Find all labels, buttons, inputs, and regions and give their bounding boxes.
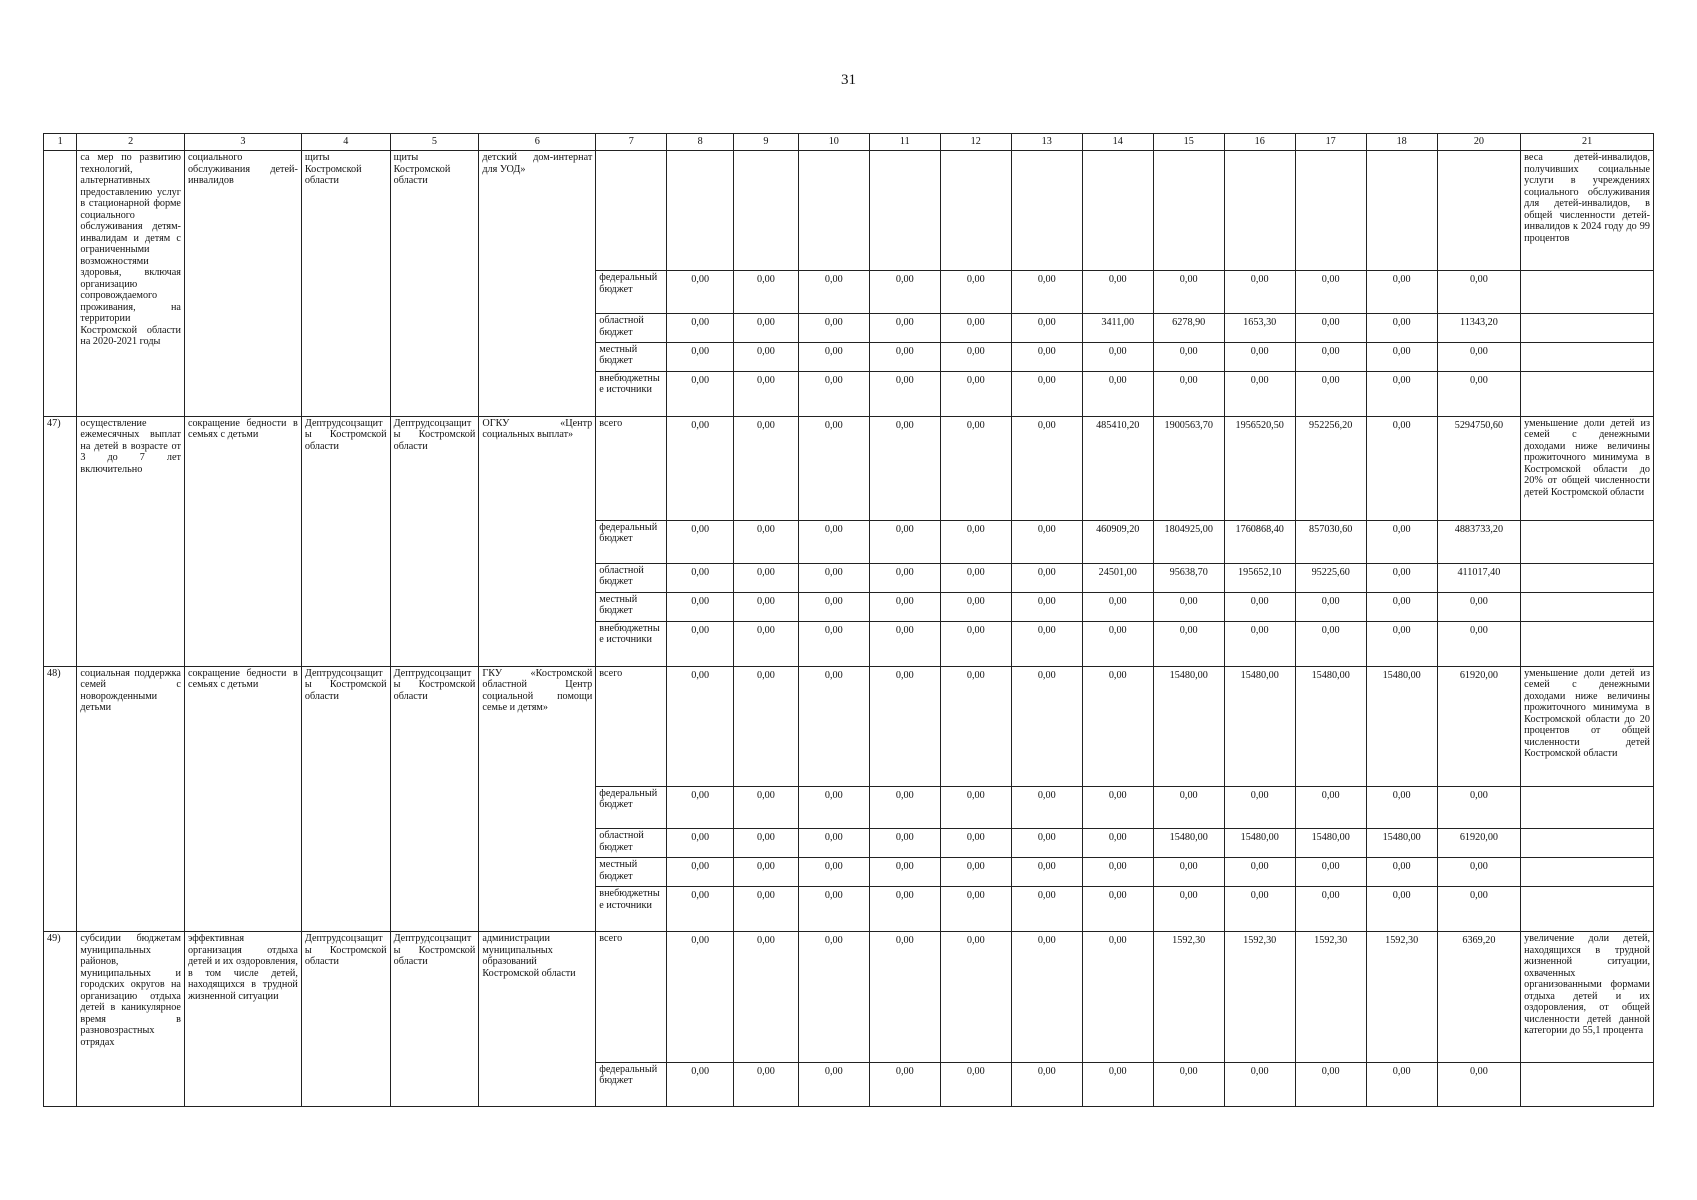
amount-cell: 0,00: [940, 563, 1011, 592]
amount-cell: 0,00: [667, 342, 734, 371]
amount-cell: 0,00: [1153, 271, 1224, 314]
amount-cell: 0,00: [1295, 1062, 1366, 1106]
activity-name: осуществление ежемесячных выплат на детей в возрасте от 3 до 7 лет включительно: [77, 416, 185, 666]
amount-cell: 0,00: [869, 666, 940, 786]
activity-goal: сокращение бедности в семьях с детьми: [184, 416, 301, 666]
amount-cell: 0,00: [1366, 416, 1437, 520]
column-number-cell: 7: [596, 134, 667, 151]
funding-source: всего: [596, 666, 667, 786]
amount-cell: 0,00: [667, 666, 734, 786]
amount-cell: 1592,30: [1366, 932, 1437, 1063]
column-number-cell: 6: [479, 134, 596, 151]
amount-cell: 0,00: [734, 371, 799, 416]
participant: администрации муниципальных образований Костромской области: [479, 932, 596, 1107]
amount-cell: 0,00: [869, 592, 940, 621]
amount-cell: 3411,00: [1082, 314, 1153, 343]
amount-cell: 0,00: [798, 371, 869, 416]
amount-cell: 0,00: [734, 342, 799, 371]
amount-cell: 0,00: [734, 786, 799, 829]
amount-cell: 0,00: [869, 416, 940, 520]
empty-indicator-cell: [1521, 342, 1654, 371]
funding-source: всего: [596, 932, 667, 1063]
amount-cell: 0,00: [1295, 271, 1366, 314]
coordinator: Дептрудсоцзащиты Костромской области: [301, 666, 390, 932]
amount-cell: [1011, 151, 1082, 271]
amount-cell: 0,00: [1011, 416, 1082, 520]
funding-source: федеральный бюджет: [596, 271, 667, 314]
amount-cell: [734, 151, 799, 271]
amount-cell: 0,00: [940, 829, 1011, 858]
amount-cell: 0,00: [940, 1062, 1011, 1106]
column-number-cell: 13: [1011, 134, 1082, 151]
funding-source: всего: [596, 416, 667, 520]
activity-name: субсидии бюджетам муниципальных районов, муниципальных и городских округов на организацию отдыха детей в каникулярное время в разновозрастных отрядах: [77, 932, 185, 1107]
amount-cell: 0,00: [940, 786, 1011, 829]
amount-cell: 0,00: [1437, 342, 1521, 371]
amount-cell: [1153, 151, 1224, 271]
amount-cell: 0,00: [1295, 371, 1366, 416]
amount-cell: [1224, 151, 1295, 271]
amount-cell: 0,00: [1366, 1062, 1437, 1106]
coordinator: щиты Костромской области: [301, 151, 390, 417]
amount-cell: 0,00: [1011, 1062, 1082, 1106]
column-number-cell: 9: [734, 134, 799, 151]
funding-source: областной бюджет: [596, 563, 667, 592]
coordinator: Дептрудсоцзащиты Костромской области: [301, 416, 390, 666]
column-number-cell: 1: [44, 134, 77, 151]
amount-cell: 0,00: [940, 932, 1011, 1063]
funding-source: федеральный бюджет: [596, 1062, 667, 1106]
amount-cell: 0,00: [1224, 887, 1295, 932]
amount-cell: 5294750,60: [1437, 416, 1521, 520]
empty-indicator-cell: [1521, 887, 1654, 932]
amount-cell: 0,00: [1295, 342, 1366, 371]
amount-cell: 11343,20: [1437, 314, 1521, 343]
amount-cell: 0,00: [940, 371, 1011, 416]
amount-cell: 61920,00: [1437, 666, 1521, 786]
amount-cell: 0,00: [1153, 621, 1224, 666]
amount-cell: 0,00: [798, 887, 869, 932]
amount-cell: 1804925,00: [1153, 520, 1224, 563]
finance-row: [44, 151, 1654, 271]
amount-cell: 0,00: [1153, 887, 1224, 932]
amount-cell: 0,00: [667, 829, 734, 858]
amount-cell: 0,00: [734, 271, 799, 314]
amount-cell: 0,00: [1224, 858, 1295, 887]
item-number: [44, 151, 77, 417]
amount-cell: 0,00: [734, 314, 799, 343]
amount-cell: 0,00: [869, 563, 940, 592]
amount-cell: 0,00: [1437, 786, 1521, 829]
amount-cell: [667, 151, 734, 271]
amount-cell: 0,00: [734, 621, 799, 666]
amount-cell: [1366, 151, 1437, 271]
amount-cell: 6369,20: [1437, 932, 1521, 1063]
activity-goal: эффективная организация отдыха детей и их оздоровления, в том числе детей, находящихся в трудной жизненной ситуации: [184, 932, 301, 1107]
column-number-cell: 17: [1295, 134, 1366, 151]
amount-cell: 0,00: [798, 416, 869, 520]
amount-cell: 0,00: [869, 371, 940, 416]
amount-cell: 0,00: [940, 858, 1011, 887]
amount-cell: 0,00: [1224, 786, 1295, 829]
target-indicator: увеличение доли детей, находящихся в трудной жизненной ситуации, охваченных организованными формами отдыха детей и их оздоровления, от общей численности детей данной категории до 55,1 процента: [1521, 932, 1654, 1063]
funding-source: [596, 151, 667, 271]
amount-cell: 15480,00: [1295, 666, 1366, 786]
column-number-cell: 8: [667, 134, 734, 151]
amount-cell: 0,00: [1082, 858, 1153, 887]
amount-cell: [1082, 151, 1153, 271]
amount-cell: 0,00: [667, 932, 734, 1063]
amount-cell: 952256,20: [1295, 416, 1366, 520]
page-number: 31: [841, 72, 856, 88]
amount-cell: 0,00: [1011, 858, 1082, 887]
amount-cell: 0,00: [798, 858, 869, 887]
coordinator: Дептрудсоцзащиты Костромской области: [301, 932, 390, 1107]
amount-cell: 0,00: [940, 592, 1011, 621]
amount-cell: 0,00: [869, 1062, 940, 1106]
funding-source: местный бюджет: [596, 858, 667, 887]
amount-cell: 0,00: [869, 342, 940, 371]
amount-cell: 0,00: [869, 271, 940, 314]
amount-cell: 0,00: [798, 271, 869, 314]
amount-cell: 0,00: [940, 666, 1011, 786]
amount-cell: 0,00: [1224, 1062, 1295, 1106]
item-number: 49): [44, 932, 77, 1107]
empty-indicator-cell: [1521, 520, 1654, 563]
amount-cell: 0,00: [667, 887, 734, 932]
column-number-cell: 14: [1082, 134, 1153, 151]
amount-cell: 1592,30: [1295, 932, 1366, 1063]
amount-cell: 0,00: [1011, 592, 1082, 621]
amount-cell: 0,00: [1224, 271, 1295, 314]
amount-cell: 0,00: [1295, 592, 1366, 621]
amount-cell: 0,00: [869, 932, 940, 1063]
amount-cell: 0,00: [798, 563, 869, 592]
amount-cell: 0,00: [667, 786, 734, 829]
amount-cell: 0,00: [1082, 932, 1153, 1063]
amount-cell: 0,00: [1011, 786, 1082, 829]
amount-cell: 0,00: [667, 563, 734, 592]
amount-cell: 15480,00: [1366, 666, 1437, 786]
amount-cell: [869, 151, 940, 271]
amount-cell: 0,00: [1366, 887, 1437, 932]
amount-cell: 460909,20: [1082, 520, 1153, 563]
empty-indicator-cell: [1521, 592, 1654, 621]
amount-cell: [1295, 151, 1366, 271]
activity-goal: сокращение бедности в семьях с детьми: [184, 666, 301, 932]
column-number-cell: 18: [1366, 134, 1437, 151]
funding-source: областной бюджет: [596, 829, 667, 858]
amount-cell: 0,00: [1437, 887, 1521, 932]
amount-cell: 0,00: [734, 592, 799, 621]
column-number-cell: 10: [798, 134, 869, 151]
amount-cell: 0,00: [734, 829, 799, 858]
amount-cell: 0,00: [1153, 371, 1224, 416]
empty-indicator-cell: [1521, 621, 1654, 666]
amount-cell: 0,00: [798, 932, 869, 1063]
amount-cell: 0,00: [1224, 371, 1295, 416]
amount-cell: 0,00: [940, 342, 1011, 371]
amount-cell: 1760868,40: [1224, 520, 1295, 563]
amount-cell: [940, 151, 1011, 271]
item-number: 48): [44, 666, 77, 932]
target-indicator: уменьшение доли детей из семей с денежными доходами ниже величины прожиточного минимума в Костромской области до 20% от общей численности детей Костромской области: [1521, 416, 1654, 520]
column-number-cell: 16: [1224, 134, 1295, 151]
amount-cell: 0,00: [1082, 829, 1153, 858]
amount-cell: 857030,60: [1295, 520, 1366, 563]
amount-cell: 0,00: [1224, 621, 1295, 666]
participant: ОГКУ «Центр социальных выплат»: [479, 416, 596, 666]
amount-cell: 0,00: [1366, 342, 1437, 371]
amount-cell: 0,00: [1437, 271, 1521, 314]
amount-cell: 0,00: [1082, 666, 1153, 786]
amount-cell: 0,00: [734, 932, 799, 1063]
amount-cell: 0,00: [798, 520, 869, 563]
amount-cell: 0,00: [1011, 371, 1082, 416]
amount-cell: 0,00: [869, 887, 940, 932]
column-number-cell: 5: [390, 134, 479, 151]
amount-cell: 0,00: [1437, 1062, 1521, 1106]
amount-cell: 0,00: [1366, 621, 1437, 666]
amount-cell: 0,00: [667, 592, 734, 621]
amount-cell: 0,00: [1011, 666, 1082, 786]
empty-indicator-cell: [1521, 314, 1654, 343]
amount-cell: 0,00: [734, 520, 799, 563]
amount-cell: 0,00: [1011, 563, 1082, 592]
amount-cell: 15480,00: [1366, 829, 1437, 858]
empty-indicator-cell: [1521, 829, 1654, 858]
activity-name: социальная поддержка семей с новорожденными детьми: [77, 666, 185, 932]
executor: щиты Костромской области: [390, 151, 479, 417]
funding-source: областной бюджет: [596, 314, 667, 343]
amount-cell: 0,00: [1011, 271, 1082, 314]
amount-cell: 0,00: [1437, 371, 1521, 416]
amount-cell: 0,00: [667, 520, 734, 563]
funding-source: местный бюджет: [596, 342, 667, 371]
column-number-cell: 21: [1521, 134, 1654, 151]
amount-cell: 0,00: [667, 371, 734, 416]
amount-cell: 0,00: [667, 314, 734, 343]
amount-cell: 485410,20: [1082, 416, 1153, 520]
amount-cell: 0,00: [798, 786, 869, 829]
amount-cell: 0,00: [1366, 314, 1437, 343]
amount-cell: 0,00: [1082, 592, 1153, 621]
amount-cell: [1437, 151, 1521, 271]
funding-source: внебюджетные источники: [596, 887, 667, 932]
amount-cell: 0,00: [798, 829, 869, 858]
program-activities-table: [43, 133, 1654, 1107]
empty-indicator-cell: [1521, 786, 1654, 829]
amount-cell: 0,00: [1011, 887, 1082, 932]
amount-cell: 0,00: [1082, 342, 1153, 371]
amount-cell: 0,00: [869, 621, 940, 666]
amount-cell: 0,00: [1153, 1062, 1224, 1106]
amount-cell: 0,00: [869, 786, 940, 829]
amount-cell: 0,00: [734, 416, 799, 520]
amount-cell: 1956520,50: [1224, 416, 1295, 520]
column-number-cell: 2: [77, 134, 185, 151]
amount-cell: 1653,30: [1224, 314, 1295, 343]
amount-cell: 15480,00: [1153, 829, 1224, 858]
funding-source: федеральный бюджет: [596, 520, 667, 563]
column-number-cell: 3: [184, 134, 301, 151]
amount-cell: 0,00: [667, 271, 734, 314]
finance-row: [44, 416, 1654, 520]
amount-cell: 0,00: [667, 416, 734, 520]
funding-source: местный бюджет: [596, 592, 667, 621]
column-number-row: [44, 134, 1654, 151]
funding-source: внебюджетные источники: [596, 371, 667, 416]
amount-cell: 0,00: [1011, 314, 1082, 343]
amount-cell: 0,00: [1366, 520, 1437, 563]
amount-cell: 0,00: [1366, 858, 1437, 887]
executor: Дептрудсоцзащиты Костромской области: [390, 666, 479, 932]
amount-cell: 95638,70: [1153, 563, 1224, 592]
amount-cell: 0,00: [798, 314, 869, 343]
amount-cell: 0,00: [734, 887, 799, 932]
amount-cell: 0,00: [1082, 371, 1153, 416]
amount-cell: 0,00: [1366, 371, 1437, 416]
amount-cell: 1900563,70: [1153, 416, 1224, 520]
amount-cell: 0,00: [798, 666, 869, 786]
amount-cell: 0,00: [1011, 621, 1082, 666]
amount-cell: 0,00: [734, 1062, 799, 1106]
amount-cell: 0,00: [734, 563, 799, 592]
activity-goal: социального обслуживания детей-инвалидов: [184, 151, 301, 417]
amount-cell: 0,00: [1224, 342, 1295, 371]
amount-cell: 15480,00: [1224, 666, 1295, 786]
amount-cell: 0,00: [1153, 592, 1224, 621]
funding-source: федеральный бюджет: [596, 786, 667, 829]
amount-cell: 15480,00: [1153, 666, 1224, 786]
amount-cell: 0,00: [1295, 786, 1366, 829]
amount-cell: 0,00: [1153, 342, 1224, 371]
amount-cell: 0,00: [1224, 592, 1295, 621]
amount-cell: 95225,60: [1295, 563, 1366, 592]
amount-cell: 0,00: [1366, 592, 1437, 621]
empty-indicator-cell: [1521, 371, 1654, 416]
amount-cell: 0,00: [1153, 786, 1224, 829]
target-indicator: веса детей-инвалидов, получивших социальные услуги в учреждениях социального обслуживания для детей-инвалидов, в общей численности детей-инвалидов к 2024 году до 99 процентов: [1521, 151, 1654, 271]
column-number-cell: 4: [301, 134, 390, 151]
finance-row: [44, 932, 1654, 1063]
amount-cell: 0,00: [734, 858, 799, 887]
amount-cell: 0,00: [798, 621, 869, 666]
amount-cell: 0,00: [869, 314, 940, 343]
amount-cell: 0,00: [940, 520, 1011, 563]
amount-cell: 0,00: [940, 887, 1011, 932]
amount-cell: 61920,00: [1437, 829, 1521, 858]
amount-cell: 6278,90: [1153, 314, 1224, 343]
amount-cell: 0,00: [1082, 271, 1153, 314]
activity-name: са мер по развитию технологий, альтернативных предоставлению услуг в стационарной форме социального обслуживания детям-инвалидам и детям с ограниченными возможностями здоровья, включая организацию сопровождаемого проживания, на территории Костромской области на 2020-2021 годы: [77, 151, 185, 417]
amount-cell: 0,00: [869, 520, 940, 563]
amount-cell: 0,00: [1082, 1062, 1153, 1106]
amount-cell: 15480,00: [1295, 829, 1366, 858]
executor: Дептрудсоцзащиты Костромской области: [390, 932, 479, 1107]
empty-indicator-cell: [1521, 1062, 1654, 1106]
amount-cell: 0,00: [1437, 858, 1521, 887]
amount-cell: 0,00: [798, 1062, 869, 1106]
amount-cell: 0,00: [1366, 563, 1437, 592]
amount-cell: 0,00: [1082, 621, 1153, 666]
empty-indicator-cell: [1521, 858, 1654, 887]
amount-cell: 0,00: [1082, 887, 1153, 932]
amount-cell: 0,00: [1295, 314, 1366, 343]
amount-cell: 0,00: [940, 271, 1011, 314]
amount-cell: 1592,30: [1153, 932, 1224, 1063]
amount-cell: 0,00: [1295, 621, 1366, 666]
amount-cell: 411017,40: [1437, 563, 1521, 592]
empty-indicator-cell: [1521, 271, 1654, 314]
amount-cell: [798, 151, 869, 271]
amount-cell: 0,00: [798, 342, 869, 371]
amount-cell: 0,00: [940, 314, 1011, 343]
amount-cell: 0,00: [940, 416, 1011, 520]
participant: ГКУ «Костромской областной Центр социальной помощи семье и детям»: [479, 666, 596, 932]
column-number-cell: 20: [1437, 134, 1521, 151]
executor: Дептрудсоцзащиты Костромской области: [390, 416, 479, 666]
amount-cell: 0,00: [667, 621, 734, 666]
column-number-cell: 11: [869, 134, 940, 151]
amount-cell: 0,00: [869, 829, 940, 858]
amount-cell: 0,00: [1011, 829, 1082, 858]
amount-cell: 1592,30: [1224, 932, 1295, 1063]
amount-cell: 0,00: [1082, 786, 1153, 829]
amount-cell: 0,00: [1295, 887, 1366, 932]
amount-cell: 0,00: [1366, 786, 1437, 829]
amount-cell: 195652,10: [1224, 563, 1295, 592]
column-number-cell: 15: [1153, 134, 1224, 151]
amount-cell: 0,00: [1153, 858, 1224, 887]
funding-source: внебюджетные источники: [596, 621, 667, 666]
amount-cell: 15480,00: [1224, 829, 1295, 858]
amount-cell: 0,00: [667, 858, 734, 887]
amount-cell: 24501,00: [1082, 563, 1153, 592]
empty-indicator-cell: [1521, 563, 1654, 592]
amount-cell: 0,00: [734, 666, 799, 786]
amount-cell: 0,00: [940, 621, 1011, 666]
amount-cell: 0,00: [667, 1062, 734, 1106]
item-number: 47): [44, 416, 77, 666]
amount-cell: 0,00: [1011, 342, 1082, 371]
participant: детский дом-интернат для УОД»: [479, 151, 596, 417]
amount-cell: 0,00: [798, 592, 869, 621]
amount-cell: 0,00: [1295, 858, 1366, 887]
column-number-cell: 12: [940, 134, 1011, 151]
amount-cell: 0,00: [1011, 520, 1082, 563]
amount-cell: 0,00: [1011, 932, 1082, 1063]
amount-cell: 0,00: [1437, 592, 1521, 621]
target-indicator: уменьшение доли детей из семей с денежными доходами ниже величины прожиточного минимума в Костромской области до 20 процентов от общей численности детей Костромской области: [1521, 666, 1654, 786]
amount-cell: 4883733,20: [1437, 520, 1521, 563]
amount-cell: 0,00: [1437, 621, 1521, 666]
finance-row: [44, 666, 1654, 786]
amount-cell: 0,00: [1366, 271, 1437, 314]
amount-cell: 0,00: [869, 858, 940, 887]
